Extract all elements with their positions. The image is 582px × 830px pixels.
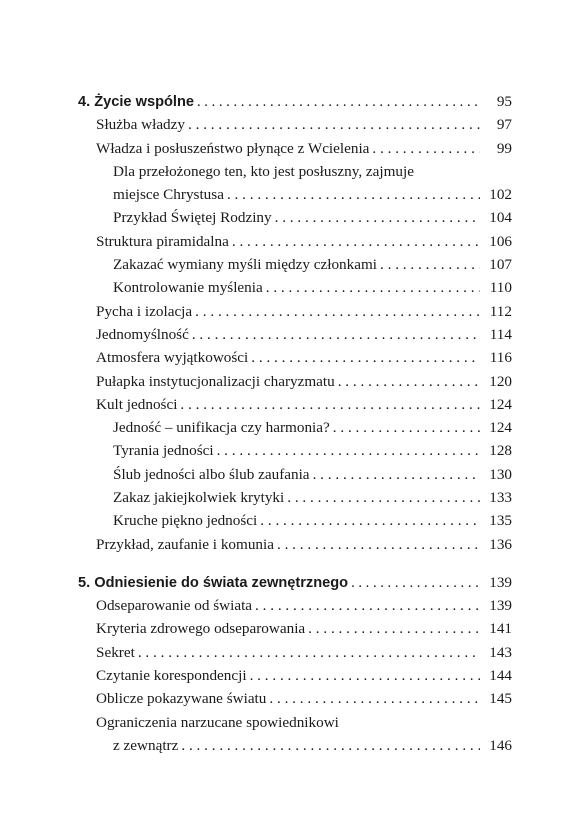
chapter-title: 4. Życie wspólne [78, 94, 194, 110]
dot-leader [372, 137, 480, 160]
page-number: 144 [489, 666, 512, 684]
dot-leader [188, 113, 480, 136]
table-of-contents [78, 90, 512, 757]
entry-title: Przykład Świętej Rodziny [113, 209, 272, 227]
dot-leader [333, 416, 480, 439]
entry-title: Kontrolowanie myślenia [113, 279, 263, 297]
page-number: 120 [489, 372, 512, 390]
dot-leader [313, 463, 480, 486]
entry-title: z zewnątrz [113, 736, 179, 754]
page-number: 107 [489, 256, 512, 274]
entry-title: Atmosfera wyjątkowości [96, 349, 249, 367]
dot-leader [287, 486, 480, 509]
page-number: 135 [489, 512, 512, 530]
entry-title: Pułapka instytucjonalizacji charyzmatu [96, 372, 335, 390]
dot-leader [269, 687, 480, 710]
page-number: 141 [489, 620, 512, 638]
dot-leader [232, 230, 480, 253]
dot-leader [181, 734, 480, 757]
toc-entry-line1[interactable] [78, 160, 512, 183]
page-number: 114 [489, 325, 512, 343]
page-number: 116 [489, 349, 512, 367]
toc-entry[interactable] [78, 617, 512, 640]
dot-leader [351, 572, 480, 595]
page-number: 124 [489, 395, 512, 413]
dot-leader [308, 617, 480, 640]
toc-entry-line2[interactable] [78, 734, 512, 757]
entry-title: Przykład, zaufanie i komunia [96, 535, 274, 553]
toc-entry[interactable] [78, 533, 512, 556]
dot-leader [250, 664, 480, 687]
entry-title: Kult jedności [96, 395, 178, 413]
dot-leader [260, 509, 480, 532]
dot-leader [277, 533, 480, 556]
dot-leader [275, 206, 480, 229]
dot-leader [380, 253, 480, 276]
page-number: 136 [489, 535, 512, 553]
page-number: 104 [489, 209, 512, 227]
page-number: 130 [489, 465, 512, 483]
toc-entry-line2[interactable] [78, 183, 512, 206]
toc-entry[interactable] [78, 253, 512, 276]
toc-entry[interactable] [78, 664, 512, 687]
chapter-spacer [78, 556, 512, 571]
entry-title: Zakaz jakiejkolwiek krytyki [113, 489, 285, 507]
page-number: 102 [489, 186, 512, 204]
entry-title: Ograniczenia narzucane spowiednikowi [96, 713, 339, 731]
toc-entry[interactable] [78, 687, 512, 710]
dot-leader [251, 346, 480, 369]
dot-leader [180, 393, 480, 416]
page-number: 99 [496, 139, 512, 157]
entry-title: Sekret [96, 643, 135, 661]
page-number: 95 [496, 93, 512, 110]
dot-leader [197, 91, 480, 114]
toc-chapter-5[interactable] [78, 571, 512, 594]
toc-entry[interactable] [78, 137, 512, 160]
entry-title: Zakazać wymiany myśli między członkami [113, 256, 378, 274]
page-number: 146 [489, 736, 512, 754]
toc-entry[interactable] [78, 463, 512, 486]
toc-entry[interactable] [78, 416, 512, 439]
entry-title: Odseparowanie od świata [96, 597, 253, 615]
page-number: 110 [489, 279, 512, 297]
toc-entry[interactable] [78, 300, 512, 323]
entry-title: Jednomyślność [96, 325, 189, 343]
entry-title: Jedność – unifikacja czy harmonia? [113, 419, 330, 437]
entry-title: Dla przełożonego ten, kto jest posłuszny, zajmuje [113, 162, 414, 180]
dot-leader [192, 323, 480, 346]
dot-leader [266, 276, 480, 299]
toc-entry[interactable] [78, 486, 512, 509]
page-number: 124 [489, 419, 512, 437]
toc-entry[interactable] [78, 276, 512, 299]
toc-chapter-4[interactable] [78, 90, 512, 113]
page-number: 133 [489, 489, 512, 507]
toc-entry[interactable] [78, 323, 512, 346]
toc-entry[interactable] [78, 439, 512, 462]
entry-title: Kruche piękno jedności [113, 512, 258, 530]
entry-title: miejsce Chrystusa [113, 186, 224, 204]
page-number: 128 [489, 442, 512, 460]
toc-entry-line1[interactable] [78, 711, 512, 734]
page-number: 106 [489, 232, 512, 250]
entry-title: Służba władzy [96, 116, 185, 134]
dot-leader [255, 594, 480, 617]
entry-title: Kryteria zdrowego odseparowania [96, 620, 306, 638]
dot-leader [217, 439, 480, 462]
toc-entry[interactable] [78, 346, 512, 369]
page-number: 97 [496, 116, 512, 134]
toc-entry[interactable] [78, 641, 512, 664]
entry-title: Tyrania jedności [113, 442, 214, 460]
page-number: 112 [489, 302, 512, 320]
entry-title: Struktura piramidalna [96, 232, 229, 250]
toc-entry[interactable] [78, 206, 512, 229]
toc-entry[interactable] [78, 594, 512, 617]
page-number: 139 [489, 597, 512, 615]
toc-entry[interactable] [78, 370, 512, 393]
toc-entry[interactable] [78, 113, 512, 136]
entry-title: Oblicze pokazywane światu [96, 690, 267, 708]
page-number: 143 [489, 643, 512, 661]
toc-entry[interactable] [78, 230, 512, 253]
dot-leader [195, 300, 480, 323]
toc-entry[interactable] [78, 393, 512, 416]
entry-title: Ślub jedności albo ślub zaufania [113, 465, 310, 483]
entry-title: Władza i posłuszeństwo płynące z Wcielenia [96, 139, 370, 157]
page-number: 139 [489, 573, 512, 591]
entry-title: Czytanie korespondencji [96, 666, 247, 684]
entry-title: Pycha i izolacja [96, 302, 193, 320]
dot-leader [338, 370, 480, 393]
chapter-title: 5. Odniesienie do świata zewnętrznego [78, 574, 349, 591]
dot-leader [138, 641, 480, 664]
dot-leader [227, 183, 480, 206]
page-number: 145 [489, 690, 512, 708]
toc-entry[interactable] [78, 509, 512, 532]
